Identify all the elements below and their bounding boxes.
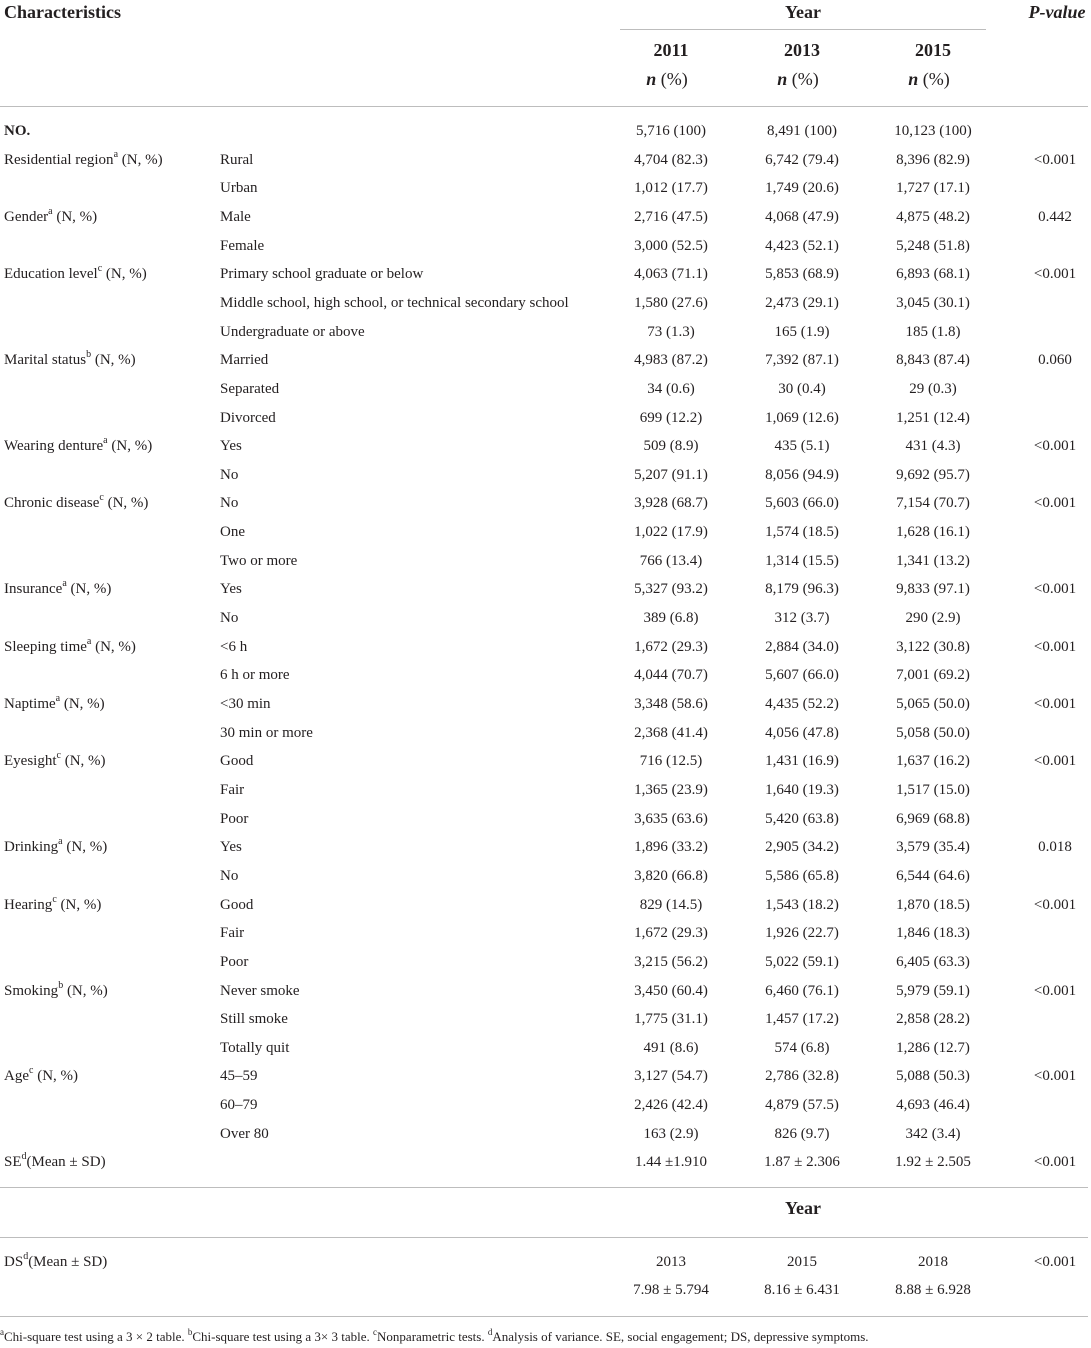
second-header-year: Year	[785, 1198, 821, 1218]
row-value: 5,979 (59.1)	[896, 983, 970, 999]
row-value: 2,884 (34.0)	[765, 639, 839, 655]
header-n-2013: n (%)	[777, 69, 819, 89]
row-value: 4,879 (57.5)	[765, 1097, 839, 1113]
row-value: 8,179 (96.3)	[765, 581, 839, 597]
row-pvalue: <0.001	[1033, 696, 1077, 712]
row-label: Drinking$^a$ (N, %)	[4, 836, 108, 855]
ds-year-2018: 2018	[918, 1254, 948, 1270]
row-value: 1,341 (13.2)	[896, 553, 970, 569]
row-category: Good	[220, 897, 254, 913]
ds-label: $DS^d(Mean \pm SD)$	[4, 1251, 108, 1270]
row-value: 8,056 (94.9)	[765, 467, 839, 483]
row-category: One	[220, 524, 245, 540]
row-value: 3,928 (68.7)	[634, 495, 708, 511]
row-value: 1,637 (16.2)	[896, 753, 970, 769]
row-value: 163 (2.9)	[643, 1126, 699, 1142]
row-category: Married	[220, 352, 269, 368]
header-year-2011: 2011	[653, 40, 689, 60]
row-value: 4,983 (87.2)	[634, 352, 708, 368]
row-category: Divorced	[220, 410, 276, 426]
row-value: 1,672 (29.3)	[634, 925, 708, 941]
row-value: 5,327 (93.2)	[634, 581, 708, 597]
header-year: Year	[785, 2, 821, 22]
row-value: 30 (0.4)	[778, 381, 826, 397]
row-pvalue: 0.442	[1038, 209, 1072, 225]
year-underline	[620, 29, 986, 30]
row-value: 4,063 (71.1)	[634, 266, 708, 282]
row-value: 312 (3.7)	[774, 610, 830, 626]
row-value: 3,635 (63.6)	[634, 811, 708, 827]
row-value: 5,058 (50.0)	[896, 725, 970, 741]
row-category: Never smoke	[220, 983, 300, 999]
row-value: 1,365 (23.9)	[634, 782, 708, 798]
row-value: 1,628 (16.1)	[896, 524, 970, 540]
ds-value-2018: 8.88 ± 6.928	[895, 1282, 971, 1298]
row-category: Fair	[220, 782, 245, 798]
row-value: 1,431 (16.9)	[765, 753, 839, 769]
row-value: 34 (0.6)	[647, 381, 695, 397]
row-value: 290 (2.9)	[905, 610, 961, 626]
row-category: Poor	[220, 954, 249, 970]
header-year-2015: 2015	[915, 40, 951, 60]
row-label: Eyesight$^c$ (N, %)	[4, 750, 106, 769]
row-value: 2,858 (28.2)	[896, 1011, 970, 1027]
row-pvalue: <0.001	[1033, 495, 1077, 511]
row-value: 1,580 (27.6)	[634, 295, 708, 311]
row-category: Yes	[220, 839, 242, 855]
header-rule	[0, 106, 1088, 107]
mid-rule-2	[0, 1237, 1088, 1238]
row-category: Poor	[220, 811, 249, 827]
row-value: 766 (13.4)	[639, 553, 703, 569]
row-category: 60–79	[220, 1097, 258, 1113]
row-value: 1.92 ± 2.505	[895, 1154, 971, 1170]
row-pvalue: <0.001	[1033, 983, 1077, 999]
row-category: Yes	[220, 438, 242, 454]
row-label: Age$^c$ (N, %)	[4, 1065, 79, 1084]
row-value: 4,044 (70.7)	[634, 667, 708, 683]
row-value: 1,314 (15.5)	[765, 553, 839, 569]
row-value: 5,065 (50.0)	[896, 696, 970, 712]
row-value: 1,672 (29.3)	[634, 639, 708, 655]
row-value: 3,045 (30.1)	[896, 295, 970, 311]
row-category: Undergraduate or above	[220, 324, 365, 340]
row-pvalue: <0.001	[1033, 753, 1077, 769]
row-value: 5,607 (66.0)	[765, 667, 839, 683]
row-value: 185 (1.8)	[905, 324, 961, 340]
row-label: Insurance$^a$ (N, %)	[4, 578, 112, 597]
row-pvalue: <0.001	[1033, 581, 1077, 597]
row-category: <30 min	[220, 696, 271, 712]
row-label: Residential region$^a$ (N, %)	[4, 149, 163, 168]
row-pvalue: <0.001	[1033, 438, 1077, 454]
row-category: Good	[220, 753, 254, 769]
row-category: Male	[220, 209, 251, 225]
row-pvalue: <0.001	[1033, 152, 1077, 168]
row-category: 30 min or more	[220, 725, 313, 741]
row-value: 8,396 (82.9)	[896, 152, 970, 168]
mid-rule-1	[0, 1187, 1088, 1188]
row-value: 73 (1.3)	[647, 324, 695, 340]
row-label: Sleeping time$^a$ (N, %)	[4, 636, 136, 655]
row-category: Totally quit	[220, 1040, 290, 1056]
row-value: 2,368 (41.4)	[634, 725, 708, 741]
row-value: 3,579 (35.4)	[896, 839, 970, 855]
row-label: NO.	[4, 123, 31, 139]
row-value: 1,543 (18.2)	[765, 897, 839, 913]
row-value: 2,786 (32.8)	[765, 1068, 839, 1084]
row-category: No	[220, 495, 239, 511]
row-label: Education level$^c$ (N, %)	[4, 263, 147, 282]
row-value: 1.87 ± 2.306	[764, 1154, 840, 1170]
row-label: Naptime$^a$ (N, %)	[4, 693, 105, 712]
row-category: No	[220, 467, 239, 483]
row-value: 2,426 (42.4)	[634, 1097, 708, 1113]
row-category: <6 h	[220, 639, 248, 655]
table-footnote: $^a$Chi-square test using a 3 × 2 table. $^b$Chi-square test using a 3× 3 table. $^c$Nonparametric tests. $^d$Analysis of variance. SE, social engagement; DS, depressive symptoms.	[0, 1326, 869, 1344]
row-value: 8,843 (87.4)	[896, 352, 970, 368]
header-n-2011: n (%)	[646, 69, 688, 89]
row-value: 1,926 (22.7)	[765, 925, 839, 941]
row-label: Marital status$^b$ (N, %)	[4, 349, 136, 368]
row-label: Smoking$^b$ (N, %)	[4, 980, 108, 999]
row-value: 5,022 (59.1)	[765, 954, 839, 970]
row-value: 5,207 (91.1)	[634, 467, 708, 483]
row-category: 6 h or more	[220, 667, 290, 683]
row-label: Chronic disease$^c$ (N, %)	[4, 492, 149, 511]
bottom-rule	[0, 1316, 1088, 1317]
ds-value-2015: 8.16 ± 6.431	[764, 1282, 840, 1298]
row-value: 1,069 (12.6)	[765, 410, 839, 426]
row-value: 8,491 (100)	[767, 123, 837, 139]
header-n-2015: n (%)	[908, 69, 950, 89]
row-category: Still smoke	[220, 1011, 288, 1027]
row-value: 7,392 (87.1)	[765, 352, 839, 368]
row-value: 1,775 (31.1)	[634, 1011, 708, 1027]
row-value: 1,870 (18.5)	[896, 897, 970, 913]
row-value: 5,586 (65.8)	[765, 868, 839, 884]
row-pvalue: 0.018	[1038, 839, 1072, 855]
row-category: Rural	[220, 152, 254, 168]
row-value: 1,012 (17.7)	[634, 180, 708, 196]
row-value: 3,122 (30.8)	[896, 639, 970, 655]
row-category: 45–59	[220, 1068, 258, 1084]
row-value: 1,457 (17.2)	[765, 1011, 839, 1027]
row-value: 342 (3.4)	[905, 1126, 961, 1142]
row-label: Gender$^a$ (N, %)	[4, 206, 98, 225]
row-value: 1,749 (20.6)	[765, 180, 839, 196]
row-value: 6,405 (63.3)	[896, 954, 970, 970]
row-value: 3,820 (66.8)	[634, 868, 708, 884]
row-value: 29 (0.3)	[909, 381, 957, 397]
row-value: 491 (8.6)	[643, 1040, 699, 1056]
row-value: 4,875 (48.2)	[896, 209, 970, 225]
row-value: 6,742 (79.4)	[765, 152, 839, 168]
row-value: 509 (8.9)	[643, 438, 699, 454]
row-label: $SE^d(Mean \pm SD)$	[4, 1151, 106, 1170]
row-value: 6,544 (64.6)	[896, 868, 970, 884]
row-value: 5,603 (66.0)	[765, 495, 839, 511]
row-pvalue: <0.001	[1033, 1154, 1077, 1170]
row-value: 10,123 (100)	[894, 123, 972, 139]
row-value: 699 (12.2)	[639, 410, 703, 426]
row-pvalue: 0.060	[1038, 352, 1072, 368]
row-value: 1,640 (19.3)	[765, 782, 839, 798]
row-category: Female	[220, 238, 265, 254]
row-pvalue: <0.001	[1033, 1068, 1077, 1084]
row-value: 4,056 (47.8)	[765, 725, 839, 741]
row-value: 6,969 (68.8)	[896, 811, 970, 827]
row-category: Yes	[220, 581, 242, 597]
row-pvalue: <0.001	[1033, 897, 1077, 913]
row-value: 716 (12.5)	[639, 753, 703, 769]
row-value: 5,248 (51.8)	[896, 238, 970, 254]
row-value: 5,716 (100)	[636, 123, 706, 139]
row-value: 2,473 (29.1)	[765, 295, 839, 311]
row-value: 7,154 (70.7)	[896, 495, 970, 511]
row-value: 1,896 (33.2)	[634, 839, 708, 855]
ds-year-2015: 2015	[787, 1254, 817, 1270]
row-value: 4,068 (47.9)	[765, 209, 839, 225]
row-value: 826 (9.7)	[774, 1126, 830, 1142]
row-value: 3,000 (52.5)	[634, 238, 708, 254]
row-value: 7,001 (69.2)	[896, 667, 970, 683]
row-value: 2,905 (34.2)	[765, 839, 839, 855]
ds-year-2013: 2013	[656, 1254, 686, 1270]
row-value: 3,348 (58.6)	[634, 696, 708, 712]
row-value: 4,693 (46.4)	[896, 1097, 970, 1113]
row-value: 1,251 (12.4)	[896, 410, 970, 426]
row-value: 9,833 (97.1)	[896, 581, 970, 597]
row-value: 431 (4.3)	[905, 438, 961, 454]
row-value: 6,893 (68.1)	[896, 266, 970, 282]
row-value: 4,704 (82.3)	[634, 152, 708, 168]
row-value: 1,517 (15.0)	[896, 782, 970, 798]
row-category: Middle school, high school, or technical secondary school	[220, 295, 569, 311]
row-value: 3,450 (60.4)	[634, 983, 708, 999]
row-value: 1,286 (12.7)	[896, 1040, 970, 1056]
row-value: 3,215 (56.2)	[634, 954, 708, 970]
row-value: 1.44 ±1.910	[635, 1154, 707, 1170]
row-value: 9,692 (95.7)	[896, 467, 970, 483]
row-category: No	[220, 868, 239, 884]
header-characteristics: Characteristics	[4, 2, 121, 22]
row-value: 1,846 (18.3)	[896, 925, 970, 941]
row-value: 4,423 (52.1)	[765, 238, 839, 254]
row-value: 5,088 (50.3)	[896, 1068, 970, 1084]
row-pvalue: <0.001	[1033, 266, 1077, 282]
row-value: 574 (6.8)	[774, 1040, 830, 1056]
row-category: Over 80	[220, 1126, 269, 1142]
row-value: 435 (5.1)	[774, 438, 830, 454]
row-label: Wearing denture$^a$ (N, %)	[4, 435, 153, 454]
row-value: 1,727 (17.1)	[896, 180, 970, 196]
row-value: 5,853 (68.9)	[765, 266, 839, 282]
row-value: 829 (14.5)	[639, 897, 703, 913]
row-value: 165 (1.9)	[774, 324, 830, 340]
row-value: 4,435 (52.2)	[765, 696, 839, 712]
ds-value-2013: 7.98 ± 5.794	[633, 1282, 709, 1298]
row-value: 6,460 (76.1)	[765, 983, 839, 999]
header-pvalue: P-value	[1028, 2, 1086, 22]
row-value: 5,420 (63.8)	[765, 811, 839, 827]
row-category: No	[220, 610, 239, 626]
row-category: Fair	[220, 925, 245, 941]
row-pvalue: <0.001	[1033, 639, 1077, 655]
row-value: 1,574 (18.5)	[765, 524, 839, 540]
row-category: Separated	[220, 381, 280, 397]
row-value: 1,022 (17.9)	[634, 524, 708, 540]
row-value: 3,127 (54.7)	[634, 1068, 708, 1084]
ds-pvalue: <0.001	[1033, 1254, 1077, 1270]
row-category: Two or more	[220, 553, 298, 569]
row-value: 389 (6.8)	[643, 610, 699, 626]
row-label: Hearing$^c$ (N, %)	[4, 894, 102, 913]
row-category: Primary school graduate or below	[220, 266, 424, 282]
row-value: 2,716 (47.5)	[634, 209, 708, 225]
row-category: Urban	[220, 180, 258, 196]
header-year-2013: 2013	[784, 40, 820, 60]
